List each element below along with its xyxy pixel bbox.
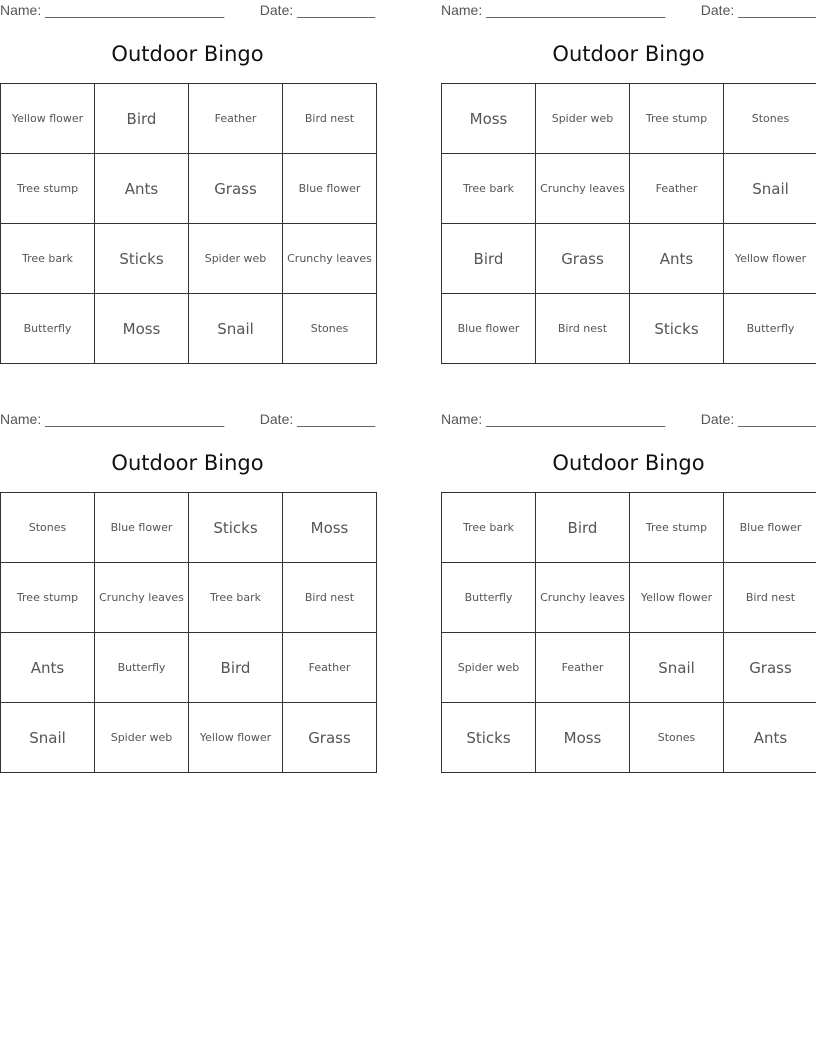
card-header xyxy=(441,409,816,431)
bingo-grid xyxy=(441,492,816,773)
grid-cell: Stones xyxy=(724,84,816,154)
grid-row xyxy=(1,633,377,703)
grid-cell: Bird xyxy=(189,633,283,703)
grid-row xyxy=(442,563,816,633)
bingo-grid xyxy=(0,492,377,773)
grid-row xyxy=(1,493,377,563)
bingo-card xyxy=(0,0,375,338)
grid-cell: Tree stump xyxy=(1,154,95,224)
date-field: Date: __________ xyxy=(700,411,816,427)
grid-row xyxy=(442,493,816,563)
name-field: Name: _______________________ xyxy=(441,411,666,427)
card-header xyxy=(441,0,816,22)
grid-cell: Sticks xyxy=(189,493,283,563)
date-field: Date: __________ xyxy=(700,2,816,18)
name-field: Name: _______________________ xyxy=(441,2,666,18)
grid-cell: Yellow flower xyxy=(724,224,816,294)
bingo-card xyxy=(441,409,816,747)
grid-cell: Blue flower xyxy=(724,493,816,563)
grid-cell: Snail xyxy=(630,633,724,703)
name-field: Name: _______________________ xyxy=(0,2,225,18)
grid-cell: Moss xyxy=(536,703,630,773)
bingo-grid xyxy=(0,83,377,364)
grid-row xyxy=(442,294,816,364)
card-title: Outdoor Bingo xyxy=(111,42,264,66)
grid-cell: Tree bark xyxy=(1,224,95,294)
grid-row xyxy=(1,84,377,154)
grid-cell: Tree stump xyxy=(630,84,724,154)
grid-cell: Ants xyxy=(1,633,95,703)
grid-cell: Moss xyxy=(95,294,189,364)
grid-cell: Tree stump xyxy=(1,563,95,633)
grid-cell: Bird xyxy=(442,224,536,294)
grid-cell: Feather xyxy=(189,84,283,154)
grid-cell: Butterfly xyxy=(1,294,95,364)
grid-cell: Yellow flower xyxy=(1,84,95,154)
grid-cell: Moss xyxy=(283,493,377,563)
grid-cell: Spider web xyxy=(95,703,189,773)
card-title: Outdoor Bingo xyxy=(111,451,264,475)
grid-row xyxy=(1,703,377,773)
date-field: Date: __________ xyxy=(259,411,375,427)
grid-cell: Feather xyxy=(536,633,630,703)
grid-cell: Ants xyxy=(95,154,189,224)
grid-cell: Crunchy leaves xyxy=(95,563,189,633)
grid-cell: Sticks xyxy=(95,224,189,294)
grid-cell: Sticks xyxy=(442,703,536,773)
card-header xyxy=(0,0,375,22)
grid-cell: Snail xyxy=(1,703,95,773)
grid-cell: Grass xyxy=(283,703,377,773)
card-header xyxy=(0,409,375,431)
grid-cell: Bird nest xyxy=(724,563,816,633)
grid-cell: Yellow flower xyxy=(630,563,724,633)
bingo-card xyxy=(0,409,375,747)
grid-cell: Stones xyxy=(1,493,95,563)
grid-cell: Tree stump xyxy=(630,493,724,563)
grid-row xyxy=(1,563,377,633)
grid-cell: Moss xyxy=(442,84,536,154)
grid-cell: Feather xyxy=(283,633,377,703)
grid-cell: Spider web xyxy=(536,84,630,154)
grid-cell: Crunchy leaves xyxy=(536,154,630,224)
grid-cell: Blue flower xyxy=(442,294,536,364)
grid-cell: Ants xyxy=(724,703,816,773)
grid-row xyxy=(1,154,377,224)
grid-row xyxy=(442,154,816,224)
grid-cell: Bird nest xyxy=(536,294,630,364)
grid-cell: Blue flower xyxy=(283,154,377,224)
grid-row xyxy=(442,703,816,773)
grid-cell: Blue flower xyxy=(95,493,189,563)
grid-cell: Snail xyxy=(189,294,283,364)
grid-cell: Bird nest xyxy=(283,84,377,154)
grid-cell: Grass xyxy=(536,224,630,294)
grid-cell: Snail xyxy=(724,154,816,224)
grid-cell: Bird nest xyxy=(283,563,377,633)
card-title: Outdoor Bingo xyxy=(552,451,705,475)
grid-row xyxy=(1,224,377,294)
grid-row xyxy=(442,84,816,154)
grid-cell: Tree bark xyxy=(442,154,536,224)
grid-cell: Ants xyxy=(630,224,724,294)
grid-cell: Bird xyxy=(536,493,630,563)
grid-cell: Spider web xyxy=(189,224,283,294)
grid-cell: Stones xyxy=(630,703,724,773)
date-field: Date: __________ xyxy=(259,2,375,18)
grid-cell: Crunchy leaves xyxy=(536,563,630,633)
grid-cell: Butterfly xyxy=(442,563,536,633)
grid-cell: Feather xyxy=(630,154,724,224)
grid-cell: Tree bark xyxy=(189,563,283,633)
grid-cell: Sticks xyxy=(630,294,724,364)
grid-cell: Yellow flower xyxy=(189,703,283,773)
grid-cell: Tree bark xyxy=(442,493,536,563)
grid-cell: Grass xyxy=(189,154,283,224)
grid-cell: Spider web xyxy=(442,633,536,703)
name-field: Name: _______________________ xyxy=(0,411,225,427)
grid-cell: Stones xyxy=(283,294,377,364)
grid-cell: Butterfly xyxy=(724,294,816,364)
bingo-card xyxy=(441,0,816,338)
bingo-grid xyxy=(441,83,816,364)
grid-cell: Grass xyxy=(724,633,816,703)
grid-cell: Crunchy leaves xyxy=(283,224,377,294)
card-title: Outdoor Bingo xyxy=(552,42,705,66)
grid-cell: Butterfly xyxy=(95,633,189,703)
grid-row xyxy=(442,224,816,294)
grid-row xyxy=(442,633,816,703)
grid-cell: Bird xyxy=(95,84,189,154)
grid-row xyxy=(1,294,377,364)
